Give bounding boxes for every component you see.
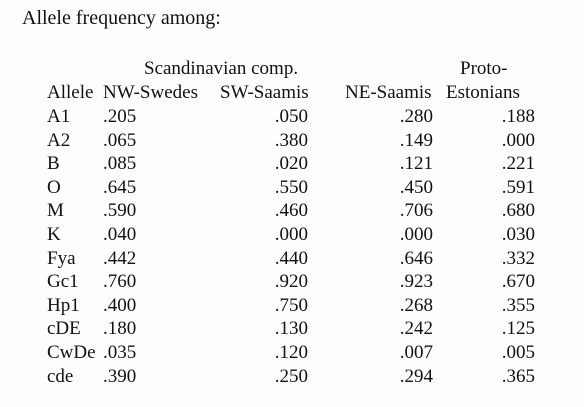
sw-saamis-cell: .130: [274, 318, 308, 340]
sw-saamis-cell: .050: [274, 106, 308, 127]
allele-cell: CwDe: [47, 341, 96, 363]
ne-saamis-cell: .000: [399, 223, 433, 245]
sw-saamis-cell: .380: [274, 129, 308, 151]
allele-cell: Gc1: [47, 271, 79, 293]
nw-swedes-cell: .590: [103, 200, 137, 222]
sw-saamis-cell: .000: [274, 223, 308, 245]
nw-swedes-cell: .040: [103, 223, 137, 245]
allele-cell: Hp1: [47, 294, 80, 316]
table-row: [0, 270, 584, 294]
sw-saamis-cell: .750: [274, 294, 308, 316]
table-row: [0, 105, 584, 129]
proto-estonians-cell: .365: [501, 365, 535, 387]
column-header-estonians: Estonians: [446, 82, 520, 103]
ne-saamis-cell: .646: [399, 247, 433, 269]
sw-saamis-cell: .920: [274, 271, 308, 293]
ne-saamis-cell: .121: [399, 153, 433, 175]
table-row: [0, 223, 584, 247]
allele-cell: O: [47, 176, 61, 198]
ne-saamis-cell: .923: [399, 271, 433, 293]
table-row: [0, 365, 584, 389]
nw-swedes-cell: .085: [103, 153, 137, 175]
allele-cell: cDE: [47, 318, 81, 340]
allele-cell: cde: [47, 365, 74, 387]
ne-saamis-cell: .706: [399, 200, 433, 222]
nw-swedes-cell: .400: [103, 294, 137, 316]
proto-estonians-cell: .188: [501, 106, 535, 127]
nw-swedes-cell: .442: [103, 247, 137, 269]
sw-saamis-cell: .440: [274, 247, 308, 269]
allele-cell: A2: [47, 129, 71, 151]
table-row: [0, 129, 584, 153]
table-row: [0, 199, 584, 223]
column-header-nw-swedes: NW-Swedes: [103, 82, 198, 103]
sw-saamis-cell: .020: [274, 153, 308, 175]
table-row: [0, 247, 584, 271]
sw-saamis-cell: .550: [274, 176, 308, 198]
nw-swedes-cell: .180: [103, 318, 137, 340]
ne-saamis-cell: .242: [399, 318, 433, 340]
allele-cell: M: [47, 200, 64, 222]
sw-saamis-cell: .120: [274, 341, 308, 363]
ne-saamis-cell: .294: [399, 365, 433, 387]
nw-swedes-cell: .205: [103, 106, 137, 127]
ne-saamis-cell: .268: [399, 294, 433, 316]
proto-estonians-cell: .591: [501, 176, 535, 198]
nw-swedes-cell: .390: [103, 365, 137, 387]
allele-frequency-table: [0, 105, 584, 388]
nw-swedes-cell: .645: [103, 176, 137, 198]
ne-saamis-cell: .450: [399, 176, 433, 198]
proto-estonians-cell: .355: [501, 294, 535, 316]
sw-saamis-cell: .250: [274, 365, 308, 387]
table-row: [0, 294, 584, 318]
table-row: [0, 152, 584, 176]
proto-estonians-cell: .000: [501, 129, 535, 151]
allele-cell: A1: [47, 106, 71, 127]
allele-cell: K: [47, 223, 61, 245]
allele-cell: B: [47, 153, 60, 175]
nw-swedes-cell: .035: [103, 341, 137, 363]
table-row: [0, 176, 584, 200]
proto-estonians-cell: .680: [501, 200, 535, 222]
proto-estonians-cell: .030: [501, 223, 535, 245]
column-header-sw-saamis: SW-Saamis: [220, 82, 309, 103]
proto-estonians-cell: .670: [501, 271, 535, 293]
header-proto: Proto-: [460, 58, 508, 79]
nw-swedes-cell: .760: [103, 271, 137, 293]
ne-saamis-cell: .007: [399, 341, 433, 363]
ne-saamis-cell: .149: [399, 129, 433, 151]
proto-estonians-cell: .221: [501, 153, 535, 175]
sw-saamis-cell: .460: [274, 200, 308, 222]
page-title: Allele frequency among:: [22, 7, 221, 29]
allele-cell: Fya: [47, 247, 76, 269]
ne-saamis-cell: .280: [399, 106, 433, 127]
proto-estonians-cell: .125: [501, 318, 535, 340]
proto-estonians-cell: .332: [501, 247, 535, 269]
column-header-allele: Allele: [47, 82, 94, 103]
table-row: [0, 317, 584, 341]
header-scandinavian-comp: Scandinavian comp.: [144, 58, 299, 79]
nw-swedes-cell: .065: [103, 129, 137, 151]
proto-estonians-cell: .005: [501, 341, 535, 363]
column-header-ne-saamis: NE-Saamis: [345, 82, 432, 103]
table-row: [0, 341, 584, 365]
